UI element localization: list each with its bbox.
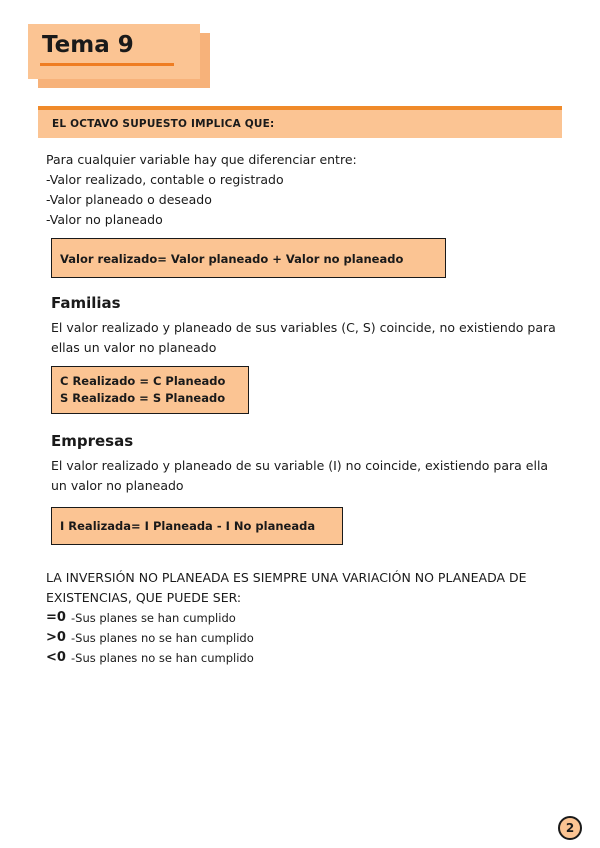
formula-main-box — [51, 238, 446, 278]
familias-formula-line: C Realizado = C Planeado — [60, 374, 226, 388]
case-symbol: <0 — [46, 650, 66, 665]
case-text: -Sus planes no se han cumplido — [71, 631, 254, 645]
intro-item: -Valor no planeado — [46, 212, 163, 227]
case-text: -Sus planes no se han cumplido — [71, 651, 254, 665]
familias-heading: Familias — [51, 294, 121, 312]
empresas-formula-box — [51, 507, 343, 545]
case-symbol: =0 — [46, 610, 66, 625]
inversion-text-line: LA INVERSIÓN NO PLANEADA ES SIEMPRE UNA VARIACIÓN NO PLANEADA DE — [46, 570, 527, 585]
familias-text-line: El valor realizado y planeado de sus variables (C, S) coincide, no existiendo para — [51, 320, 556, 335]
case-text: -Sus planes se han cumplido — [71, 611, 236, 625]
intro-item: -Valor realizado, contable o registrado — [46, 172, 284, 187]
intro-item: -Valor planeado o deseado — [46, 192, 212, 207]
page-number: 2 — [558, 816, 582, 840]
familias-formula-line: S Realizado = S Planeado — [60, 391, 226, 405]
empresas-text-line: un valor no planeado — [51, 478, 184, 493]
empresas-heading: Empresas — [51, 432, 134, 450]
title-underline — [40, 63, 174, 66]
formula-main-text: Valor realizado= Valor planeado + Valor no planeado — [60, 252, 404, 266]
case-symbol: >0 — [46, 630, 66, 645]
banner-text: EL OCTAVO SUPUESTO IMPLICA QUE: — [52, 118, 275, 130]
familias-formula-box — [51, 366, 249, 414]
empresas-text-line: El valor realizado y planeado de su variable (I) no coincide, existiendo para ella — [51, 458, 549, 473]
section-banner — [38, 106, 562, 138]
familias-text-line: ellas un valor no planeado — [51, 340, 217, 355]
empresas-formula-text: I Realizada= I Planeada - I No planeada — [60, 519, 316, 533]
page-title: Tema 9 — [42, 32, 134, 58]
intro-lead: Para cualquier variable hay que diferenciar entre: — [46, 152, 357, 167]
inversion-text-line: EXISTENCIAS, QUE PUEDE SER: — [46, 590, 242, 605]
